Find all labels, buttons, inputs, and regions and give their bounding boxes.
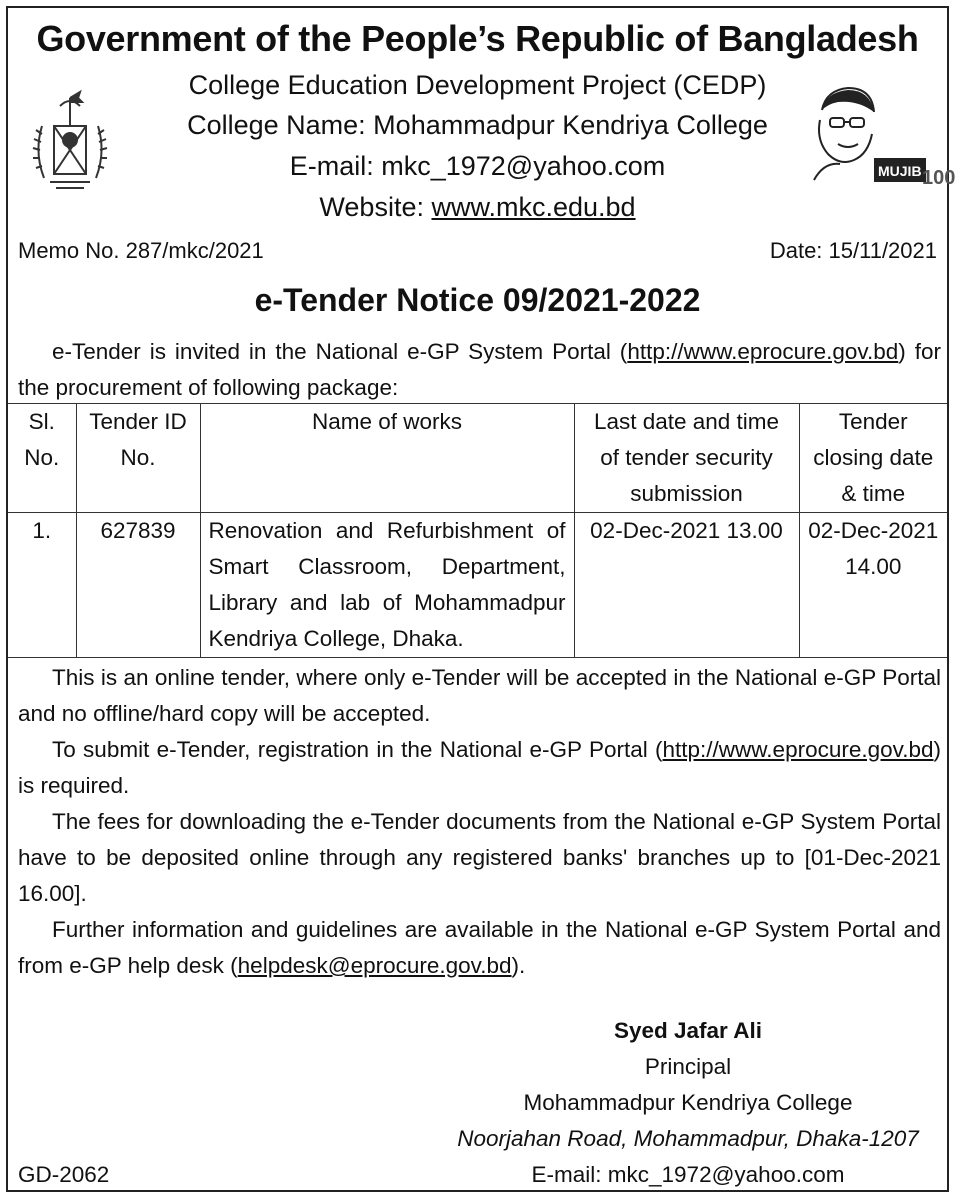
body-paragraph-helpdesk [18,912,941,984]
memo-number: Memo No. 287/mkc/2021 [18,238,264,263]
website-link[interactable]: www.mkc.edu.bd [431,192,636,222]
website-label: Website: [319,192,432,222]
government-title: Government of the People’s Republic of Bangladesh [36,18,919,59]
header-email: E-mail: mkc_1972@yahoo.com [289,151,666,181]
signatory-email: E-mail: mkc_1972@yahoo.com [531,1162,845,1187]
registration-eprocure-link[interactable]: http://www.eprocure.gov.bd [662,737,934,762]
signatory-college: Mohammadpur Kendriya College [523,1090,853,1115]
body-paragraph-online: This is an online tender, where only e-Tender will be accepted in the National e-GP Portal and no offline/hard copy will be accepted. [18,665,941,726]
notice-title: e-Tender Notice 09/2021-2022 [254,282,701,318]
header-website [8,192,947,223]
table-header-row [8,404,947,513]
intro-text-before: e-Tender is invited in the National e-GP System Portal ( [52,339,628,364]
helpdesk-text-before: Further information and guidelines are available in the National e-GP System Portal and from e-GP help desk ( [18,917,941,978]
signatory-address: Noorjahan Road, Mohammadpur, Dhaka-1207 [457,1126,919,1151]
helpdesk-email-link[interactable]: helpdesk@eprocure.gov.bd [237,953,512,978]
cell-name-of-works: Renovation and Refurbishment of Smart Classroom, Department, Library and lab of Mohammadpur Kendriya College, Dhaka. [200,513,574,658]
tender-notice-page [6,6,956,1192]
header-security-deadline: Last date and time of tender security submission [574,404,799,513]
header-sl-no: Sl. No. [8,404,76,513]
signatory-name: Syed Jafar Ali [614,1018,762,1043]
project-name: College Education Development Project (CEDP) [188,70,767,100]
cell-security-deadline: 02-Dec-2021 13.00 [574,513,799,658]
table-row [8,513,947,658]
mujib-100-logo [794,80,956,192]
notice-intro [18,334,941,406]
cell-sl-no: 1. [8,513,76,658]
intro-text-after: ) for the procurement of following package: [18,339,941,400]
tender-table [8,403,947,658]
registration-text-after: ) is required. [18,737,941,798]
intro-eprocure-link[interactable]: http://www.eprocure.gov.bd [627,339,899,364]
signatory-designation: Principal [644,1054,732,1079]
header-closing-date: Tender closing date & time [799,404,947,513]
college-name: College Name: Mohammadpur Kendriya College [187,110,768,140]
gd-code: GD-2062 [18,1162,110,1187]
registration-text-before: To submit e-Tender, registration in the National e-GP Portal ( [52,737,663,762]
mujib-logo-number: 100 [922,167,956,189]
header-name-of-works: Name of works [200,404,574,513]
cell-closing-date: 02-Dec-2021 14.00 [799,513,947,658]
cell-tender-id: 627839 [76,513,200,658]
header-tender-id: Tender ID No. [76,404,200,513]
body-paragraph-registration [18,732,941,804]
mujib-logo-word: MUJIB [878,163,922,179]
notice-body [18,660,941,984]
memo-date: Date: 15/11/2021 [769,238,937,263]
body-paragraph-fees: The fees for downloading the e-Tender documents from the National e-GP System Portal have to be deposited online through any registered banks' branches up to [01-Dec-2021 16.00]. [18,809,941,906]
helpdesk-text-after: ). [511,953,526,978]
